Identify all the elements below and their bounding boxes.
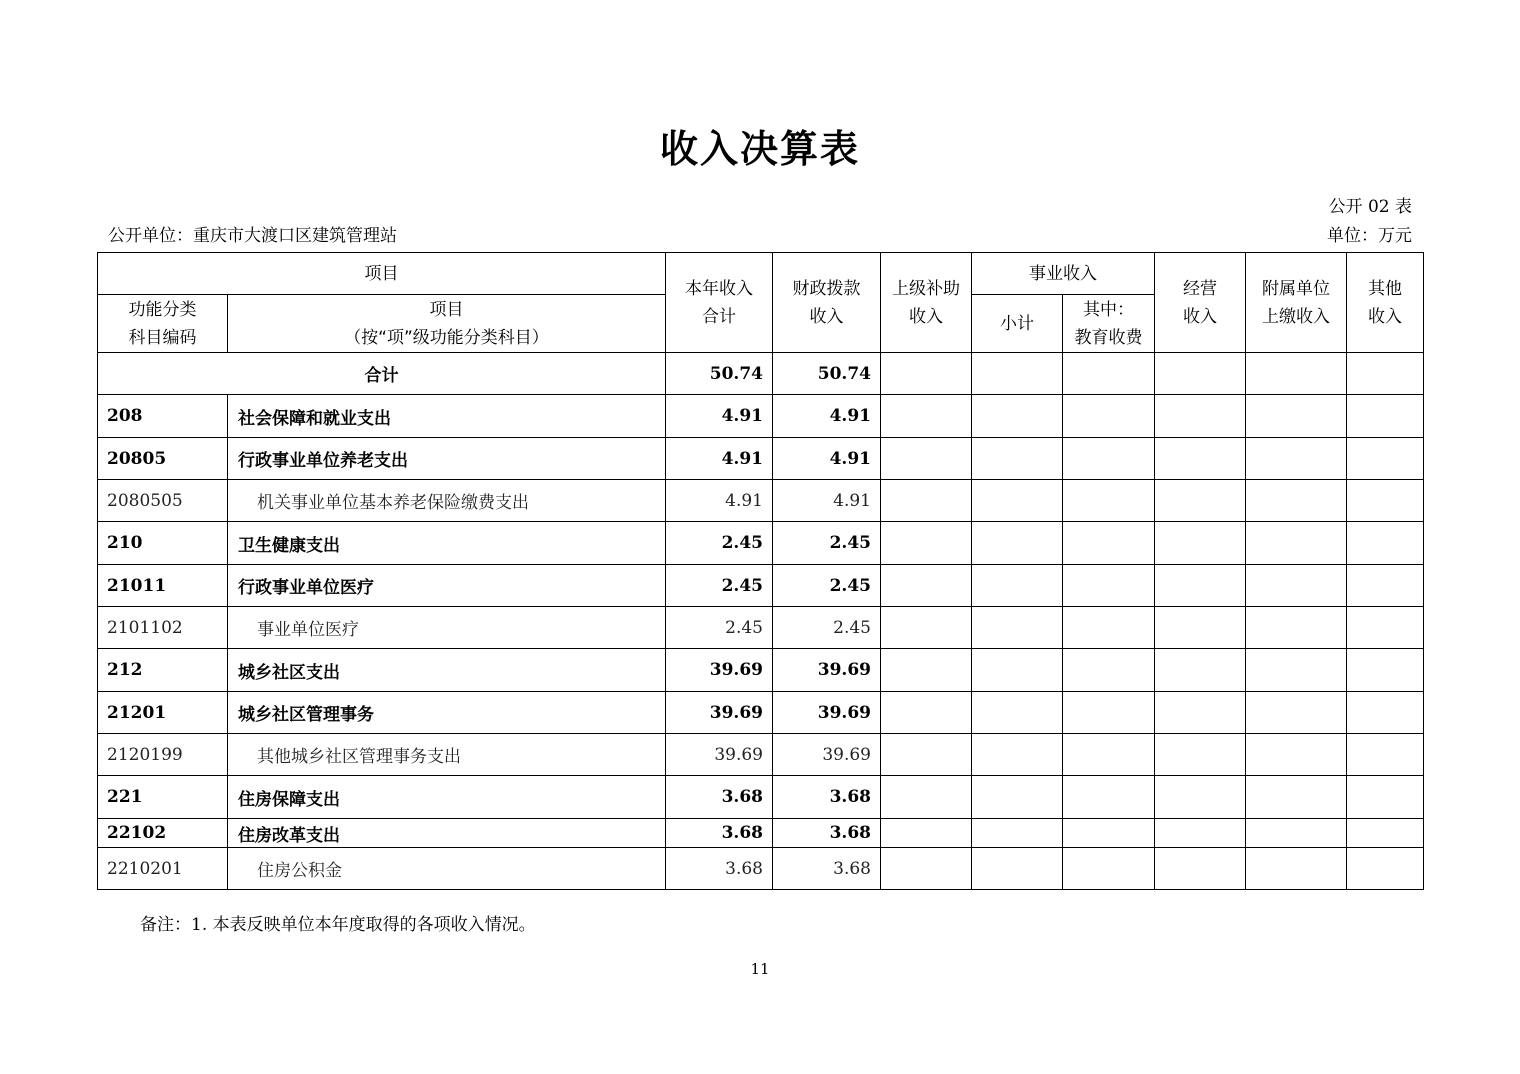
table-row <box>98 395 1424 438</box>
header-fiscal: 财政拨款 收入 <box>773 253 881 353</box>
row-total: 4.91 <box>666 480 773 522</box>
row-name: 行政事业单位养老支出 <box>228 438 666 480</box>
row-name: 住房公积金 <box>228 848 666 890</box>
row-fiscal: 4.91 <box>773 395 881 438</box>
total-label: 合计 <box>98 353 666 395</box>
row-code: 221 <box>98 776 228 819</box>
total-amount: 50.74 <box>666 353 773 395</box>
row-fiscal: 3.68 <box>773 819 881 848</box>
header-operating: 经营 收入 <box>1155 253 1246 353</box>
form-number: 公开 02 表 <box>1328 197 1412 217</box>
row-name: 行政事业单位医疗 <box>228 565 666 607</box>
total-row <box>98 353 1424 395</box>
total-fiscal: 50.74 <box>773 353 881 395</box>
row-total: 4.91 <box>666 395 773 438</box>
table-row <box>98 819 1424 848</box>
row-code: 21011 <box>98 565 228 607</box>
table-row <box>98 692 1424 734</box>
row-code: 22102 <box>98 819 228 848</box>
row-total: 39.69 <box>666 649 773 692</box>
row-fiscal: 2.45 <box>773 565 881 607</box>
row-code: 2120199 <box>98 734 228 776</box>
row-fiscal: 39.69 <box>773 692 881 734</box>
row-total: 2.45 <box>666 522 773 565</box>
row-fiscal: 2.45 <box>773 607 881 649</box>
header-code: 功能分类 科目编码 <box>98 295 228 353</box>
row-fiscal: 3.68 <box>773 848 881 890</box>
header-total: 本年收入 合计 <box>666 253 773 353</box>
table-row <box>98 649 1424 692</box>
row-name: 住房改革支出 <box>228 819 666 848</box>
row-name: 事业单位医疗 <box>228 607 666 649</box>
row-total: 4.91 <box>666 438 773 480</box>
table-row <box>98 734 1424 776</box>
header-superior: 上级补助 收入 <box>881 253 972 353</box>
table-row <box>98 565 1424 607</box>
table-row <box>98 776 1424 819</box>
row-fiscal: 2.45 <box>773 522 881 565</box>
money-unit: 单位：万元 <box>1327 226 1412 246</box>
row-total: 39.69 <box>666 734 773 776</box>
row-fiscal: 39.69 <box>773 734 881 776</box>
footnote: 备注：1. 本表反映单位本年度取得的各项收入情况。 <box>140 915 536 935</box>
row-total: 3.68 <box>666 819 773 848</box>
row-total: 3.68 <box>666 848 773 890</box>
income-table <box>97 252 1424 890</box>
row-code: 208 <box>98 395 228 438</box>
table-row <box>98 848 1424 890</box>
header-subtotal: 小计 <box>972 295 1063 353</box>
row-code: 2080505 <box>98 480 228 522</box>
row-code: 2210201 <box>98 848 228 890</box>
header-name: 项目 （按“项”级功能分类科目） <box>228 295 666 353</box>
row-name: 住房保障支出 <box>228 776 666 819</box>
row-name: 机关事业单位基本养老保险缴费支出 <box>228 480 666 522</box>
row-fiscal: 3.68 <box>773 776 881 819</box>
row-total: 39.69 <box>666 692 773 734</box>
row-total: 2.45 <box>666 607 773 649</box>
row-fiscal: 4.91 <box>773 480 881 522</box>
header-business: 事业收入 <box>972 253 1155 295</box>
reporting-unit: 公开单位：重庆市大渡口区建筑管理站 <box>108 226 397 246</box>
row-name: 社会保障和就业支出 <box>228 395 666 438</box>
row-code: 2101102 <box>98 607 228 649</box>
table-row <box>98 607 1424 649</box>
row-total: 3.68 <box>666 776 773 819</box>
row-name: 卫生健康支出 <box>228 522 666 565</box>
row-code: 210 <box>98 522 228 565</box>
table-row <box>98 438 1424 480</box>
header-edu: 其中： 教育收费 <box>1063 295 1155 353</box>
row-code: 20805 <box>98 438 228 480</box>
row-name: 城乡社区管理事务 <box>228 692 666 734</box>
table-row <box>98 522 1424 565</box>
table-row <box>98 480 1424 522</box>
row-total: 2.45 <box>666 565 773 607</box>
row-name: 城乡社区支出 <box>228 649 666 692</box>
header-other: 其他 收入 <box>1347 253 1424 353</box>
row-code: 21201 <box>98 692 228 734</box>
page-title: 收入决算表 <box>659 127 860 171</box>
page-number: 11 <box>750 960 770 978</box>
header-affiliated: 附属单位 上缴收入 <box>1246 253 1347 353</box>
row-fiscal: 4.91 <box>773 438 881 480</box>
row-code: 212 <box>98 649 228 692</box>
row-fiscal: 39.69 <box>773 649 881 692</box>
row-name: 其他城乡社区管理事务支出 <box>228 734 666 776</box>
header-item: 项目 <box>98 253 666 295</box>
